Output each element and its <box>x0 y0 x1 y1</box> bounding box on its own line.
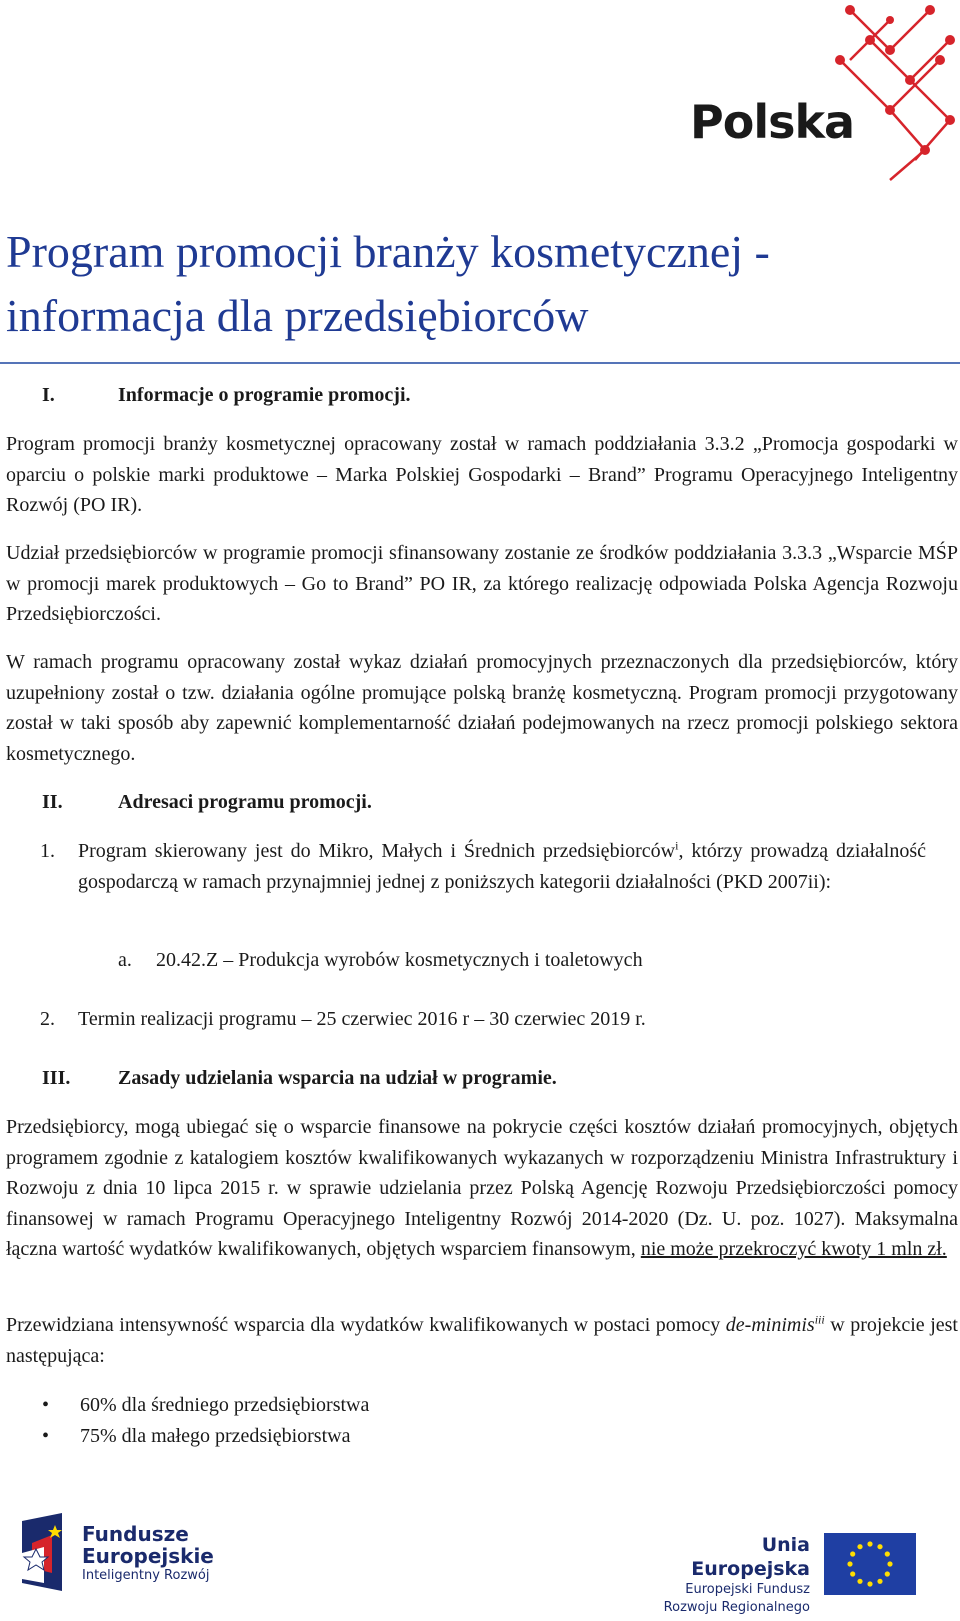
fe-line-2: Europejskie <box>82 1544 214 1568</box>
max-amount-text: nie może przekroczyć kwoty 1 mln zł. <box>640 1238 947 1260</box>
paragraph-funding: Udział przedsiębiorców w programie promocji sfinansowany zostanie ze środków poddziałania 3.3.3 „Wsparcie MŚP w promocji marek produktowych – Go to Brand” PO IR, za którego realizację odpowiada Polska Agencja Rozwoju Przedsiębiorczości. <box>6 542 958 625</box>
ue-line-3: Rozwoju Regionalnego <box>663 1600 810 1615</box>
page-title <box>6 220 946 348</box>
section-number: I. <box>42 384 55 406</box>
eu-star-icon <box>885 1551 890 1556</box>
eu-star-icon <box>857 1544 862 1549</box>
section-number: II. <box>42 791 63 813</box>
eu-star-icon <box>887 1561 892 1566</box>
paragraph-intensity <box>6 1310 958 1371</box>
section-title: Zasady udzielania wsparcia na udział w programie. <box>118 1067 557 1089</box>
eu-star-icon <box>867 1541 872 1546</box>
section-heading-2 <box>42 787 372 817</box>
bullet-text: 75% dla małego przedsiębiorstwa <box>80 1425 351 1447</box>
bullet-item-small <box>42 1421 350 1451</box>
section-title: Adresaci programu promocji. <box>118 791 372 813</box>
section-heading-1 <box>42 380 411 410</box>
eu-star-icon <box>850 1571 855 1576</box>
section-title: Informacje o programie promocji. <box>118 384 411 406</box>
eu-star-icon <box>850 1551 855 1556</box>
eu-star-icon <box>885 1571 890 1576</box>
section-number: III. <box>42 1067 71 1089</box>
list-item-text-cont: , którzy prowadzą działalność gospodarczą w ramach przynajmniej jednej z poniższych kategorii działalności (PKD 2007ii): <box>78 840 926 893</box>
eu-star-icon <box>847 1561 852 1566</box>
eu-star-icon <box>867 1581 872 1586</box>
title-divider <box>0 362 960 364</box>
polska-ornament-icon <box>830 0 960 185</box>
list-item-text: Program skierowany jest do Mikro, Małych i Średnich przedsiębiorców <box>78 840 676 862</box>
fe-line-1: Fundusze <box>82 1522 189 1546</box>
title-line-2: informacja dla przedsiębiorców <box>6 290 589 341</box>
eu-star-icon <box>857 1579 862 1584</box>
bullet-text: 60% dla średniego przedsiębiorstwa <box>80 1394 370 1416</box>
sub-list-item-pkd <box>118 945 643 975</box>
list-item-addressees <box>40 836 926 897</box>
fe-line-3: Inteligentny Rozwój <box>82 1568 210 1583</box>
unia-europejska-text <box>640 1533 810 1617</box>
de-minimis-text: de-minimis <box>725 1314 815 1336</box>
footnote-ref: iii <box>814 1312 825 1327</box>
fundusze-europejskie-text <box>82 1523 214 1585</box>
polska-logo <box>690 0 960 190</box>
paragraph-actions: W ramach programu opracowany został wykaz działań promocyjnych przeznaczonych dla przedsiębiorców, który uzupełniony został o tzw. działania ogólne promujące polską branżę kosmetyczną. Program promocji przygotowany został w taki sposób aby zapewnić komplementarność działań podejmowanych na rzecz promocji polskiego sektora kosmetycznego. <box>6 651 958 765</box>
paragraph-text: Przedsiębiorcy, mogą ubiegać się o wsparcie finansowe na pokrycie części kosztów działań promocyjnych, objętych programem zgodnie z katalogiem kosztów kwalifikowanych wykazanych w rozporządzeniu Ministra Infrastruktury i Rozwoju z dnia 10 lipca 2015 r. w sprawie udzielania przez Polską Agencję Rozwoju Przedsiębiorczości pomocy finansowej w ramach Programu Operacyjnego Inteligentny Rozwój 2014-2020 (Dz. U. poz. 1027). Maksymalna łączna wartość wydatków kwalifikowanych, objętych wsparciem finansowym, <box>6 1116 958 1260</box>
bullet-marker: • <box>42 1394 50 1416</box>
bullet-item-medium <box>42 1390 369 1420</box>
list-item-term <box>40 1004 926 1035</box>
list-marker: 2. <box>40 1008 55 1030</box>
sub-list-marker: a. <box>118 949 132 971</box>
paragraph-program-origin: Program promocji branży kosmetycznej opracowany został w ramach poddziałania 3.3.2 „Promocja gospodarki w oparciu o polskie marki produktowe – Marka Polskiej Gospodarki – Brand” Programu Operacyjnego Inteligentny Rozwój (PO IR). <box>6 433 958 516</box>
ue-line-1: Unia Europejska <box>691 1534 810 1580</box>
bullet-marker: • <box>42 1425 50 1447</box>
paragraph-text: Przewidziana intensywność wsparcia dla wydatków kwalifikowanych w postaci pomocy <box>6 1314 726 1336</box>
list-marker: 1. <box>40 840 55 862</box>
footer-logos <box>0 1505 960 1621</box>
eu-flag-icon <box>824 1533 916 1595</box>
section-heading-3 <box>42 1063 557 1093</box>
sub-list-text: 20.42.Z – Produkcja wyrobów kosmetycznych i toaletowych <box>156 949 643 971</box>
title-line-1: Program promocji branży kosmetycznej - <box>6 226 770 277</box>
ue-line-2: Europejski Fundusz <box>685 1582 810 1597</box>
eu-star-icon <box>877 1579 882 1584</box>
eu-star-icon <box>877 1544 882 1549</box>
paragraph-support-rules <box>6 1112 958 1265</box>
paragraph-text-cont: w projekcie jest następująca: <box>6 1314 958 1367</box>
polska-wordmark: Polska <box>690 95 855 149</box>
list-item-text: Termin realizacji programu – 25 czerwiec 2016 r – 30 czerwiec 2019 r. <box>78 1008 646 1030</box>
footnote-ref: i <box>675 838 679 853</box>
